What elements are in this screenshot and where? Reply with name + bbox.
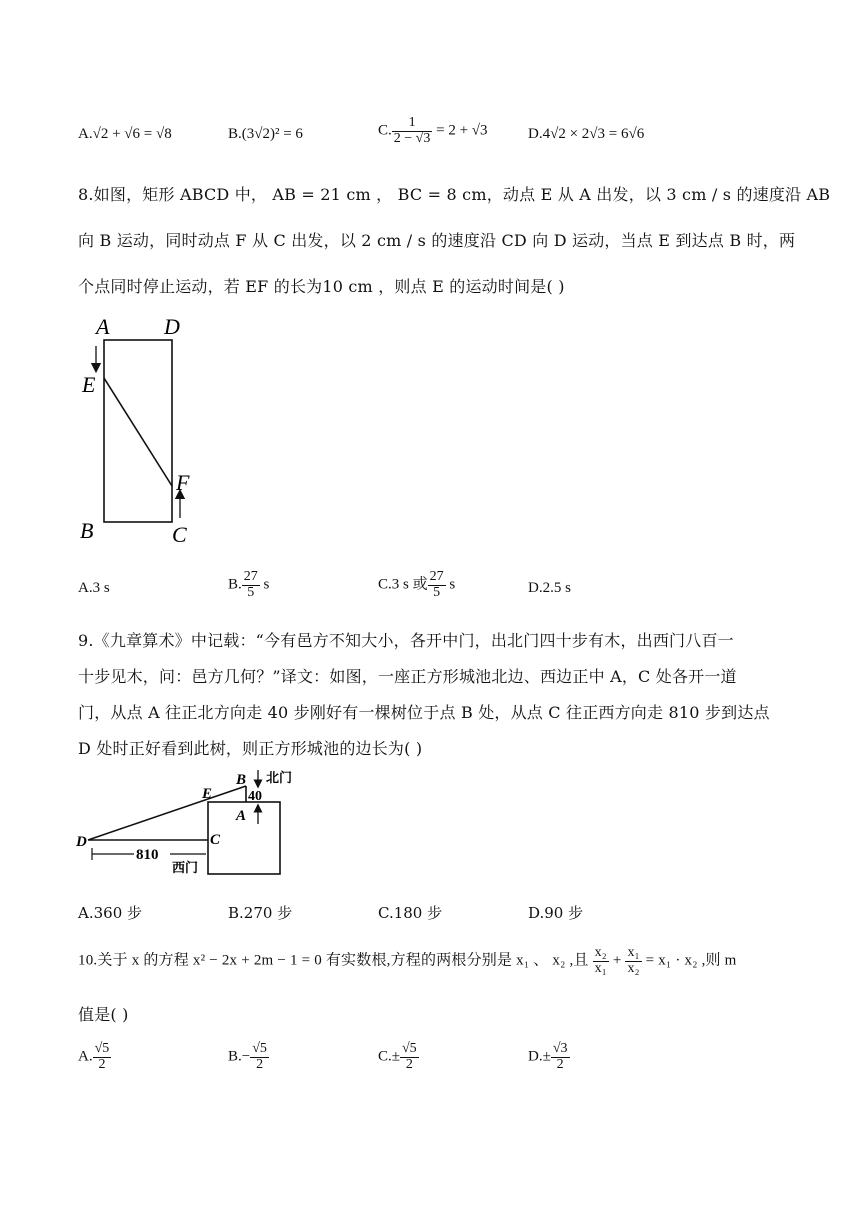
- q10-fraction-1-den: x₁: [594, 960, 607, 976]
- q9-label-c: C: [210, 832, 221, 848]
- q8-option-b-num: 27: [243, 569, 258, 584]
- q10-option-c-num: √5: [402, 1041, 417, 1056]
- q9-sight-line-db: [88, 786, 246, 840]
- q8-option-c-prefix: C.3 s 或: [378, 576, 428, 593]
- q9-label-west-gate: 西门: [172, 860, 199, 875]
- q8-option-c-suffix: s: [449, 576, 456, 593]
- q8-label-e: E: [82, 372, 96, 397]
- q7-option-c-den: 2 − √3: [393, 130, 431, 146]
- q9-text-line2: 十步见木，问：邑方几何？”译文：如图，一座正方形城池北边、西边正中 A，C 处各开一道: [78, 667, 737, 686]
- q10-option-d-prefix: D.±: [528, 1048, 551, 1065]
- q10-fraction-1-num: x₂: [594, 945, 607, 960]
- q10-text-pre: 10.关于 x 的方程 x² − 2x + 2m − 1 = 0 有实数根,方程的两根分别是 x₁ 、 x₂ ,且: [78, 952, 589, 969]
- q8-option-a: A.3 s: [78, 580, 110, 596]
- q9-option-a: A.360 步: [78, 904, 142, 922]
- q9-label-e: E: [202, 786, 213, 802]
- q8-option-d: D.2.5 s: [528, 580, 571, 596]
- q9-label-810: 810: [136, 847, 159, 863]
- q7-option-c-suffix: = 2 + √3: [436, 122, 488, 139]
- q8-option-c-num: 27: [429, 569, 444, 584]
- q10-option-b-fraction: [250, 1042, 269, 1072]
- q7-option-d: D.4√2 × 2√3 = 6√6: [528, 126, 645, 142]
- q10-option-b-den: 2: [256, 1056, 264, 1072]
- q9-label-40: 40: [248, 789, 262, 804]
- q10-option-d-fraction: [551, 1042, 570, 1072]
- q9-text-line4: D 处时正好看到此树，则正方形城池的边长为( ): [78, 739, 423, 758]
- q9-label-north-gate: 北门: [266, 770, 293, 785]
- q10-text-line2: 值是( ): [78, 1005, 129, 1024]
- q10-option-c-den: 2: [405, 1056, 413, 1072]
- q10-option-b-num: √5: [252, 1041, 267, 1056]
- q8-option-c-fraction: [428, 570, 446, 600]
- q9-label-d: D: [76, 834, 87, 850]
- q8-option-b-den: 5: [247, 584, 255, 600]
- q9-option-d: D.90 步: [528, 904, 584, 922]
- q7-option-b: B.(3√2)² = 6: [228, 126, 303, 142]
- q8-label-b: B: [80, 518, 94, 543]
- q10-option-c-fraction: [400, 1042, 419, 1072]
- q10-text-post: = x₁ · x₂ ,则 m: [645, 952, 737, 969]
- q7-option-c-fraction: [392, 116, 433, 146]
- q8-option-b-fraction: [242, 570, 260, 600]
- q8-option-b: [228, 570, 269, 600]
- q9-city-figure: [74, 766, 314, 882]
- q10-plus: +: [612, 952, 622, 969]
- q8-text-line2: 向 B 运动，同时动点 F 从 C 出发，以 2 cm / s 的速度沿 CD 向 D 运动，当点 E 到达点 B 时，两: [78, 231, 796, 250]
- q10-option-c-prefix: C.±: [378, 1048, 400, 1065]
- q10-option-d-den: 2: [556, 1056, 564, 1072]
- q10-option-b: [228, 1042, 269, 1072]
- q10-option-a-prefix: A.: [78, 1048, 93, 1065]
- q10-option-a-fraction: [93, 1042, 112, 1072]
- q10-option-a-num: √5: [94, 1041, 110, 1056]
- q10-fraction-2-den: x₂: [627, 960, 640, 976]
- q8-option-b-prefix: B.: [228, 576, 242, 593]
- q8-label-c: C: [172, 522, 187, 547]
- q10-option-c: [378, 1042, 419, 1072]
- q10-option-a-den: 2: [98, 1056, 106, 1072]
- q7-option-c-num: 1: [392, 116, 433, 132]
- q8-option-c-den: 5: [433, 584, 441, 600]
- q8-segment-ef: [104, 378, 172, 486]
- q7-option-a: A.√2 + √6 = √8: [78, 126, 172, 142]
- q8-text-line1: 8.如图，矩形 ABCD 中， AB = 21 cm ， BC = 8 cm，动点 E 从 A 出发，以 3 cm / s 的速度沿 AB: [78, 185, 831, 204]
- q10-fraction-1: [593, 946, 609, 976]
- q9-option-c: C.180 步: [378, 904, 443, 922]
- q8-text-line3: 个点同时停止运动，若 EF 的长为10 cm ，则点 E 的运动时间是( ): [78, 277, 565, 296]
- q8-label-a: A: [96, 314, 110, 339]
- q9-label-b: B: [236, 772, 247, 788]
- q9-text-line3: 门，从点 A 往正北方向走 40 步刚好有一棵树位于点 B 处，从点 C 往正西方向走 810 步到达点: [78, 703, 770, 722]
- q9-label-a: A: [236, 808, 247, 824]
- q9-option-b: B.270 步: [228, 904, 293, 922]
- q8-option-b-suffix: s: [263, 576, 270, 593]
- q10-fraction-2: [625, 946, 641, 976]
- q7-option-c-prefix: C.: [378, 122, 392, 139]
- q10-text-line1: [78, 946, 737, 976]
- q10-option-d-num: √3: [552, 1041, 568, 1056]
- q8-option-c: [378, 570, 455, 600]
- q8-rectangle-figure: [70, 310, 210, 550]
- q10-option-a: [78, 1042, 111, 1072]
- q10-fraction-2-num: x₁: [627, 945, 640, 960]
- q7-option-c: [378, 116, 488, 146]
- q8-label-d: D: [164, 314, 180, 339]
- q10-option-b-prefix: B.−: [228, 1048, 251, 1065]
- q9-text-line1: 9.《九章算术》中记载：“今有邑方不知大小，各开中门，出北门四十步有木，出西门八百一: [78, 631, 734, 650]
- q8-label-f: F: [176, 470, 190, 495]
- q10-option-d: [528, 1042, 570, 1072]
